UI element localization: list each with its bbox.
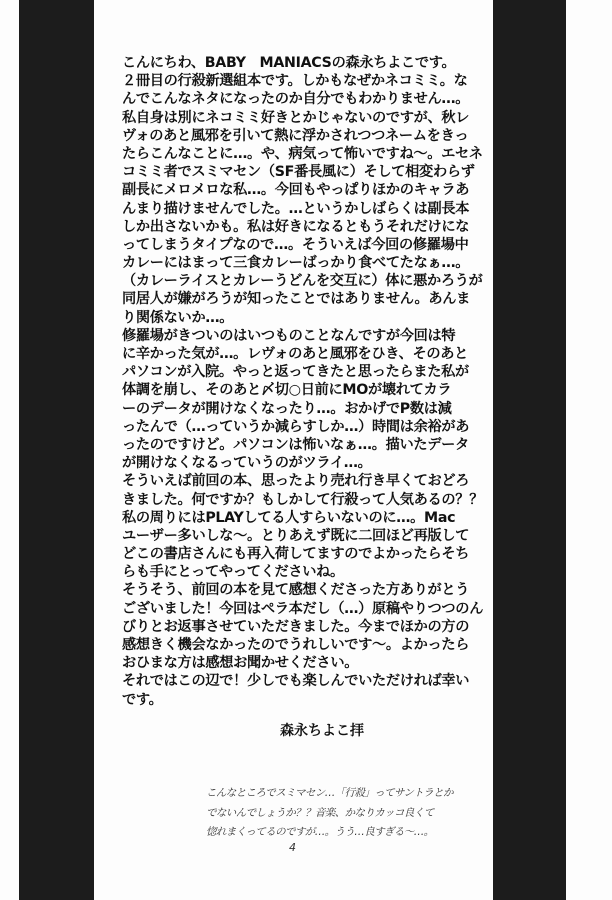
text-line: 修羅場がきついのはいつものことなんですが今回は特 [122, 327, 456, 344]
text-line: （カレーライスとカレーうどんを交互に）体に悪かろうが [122, 273, 483, 290]
text-line: です。 [122, 691, 163, 708]
text-line: それではこの辺で！少しでも楽しんでいただければ幸い [122, 673, 470, 690]
text-line: どこの書店さんにも再入荷してますのでよかったらそち [122, 546, 470, 563]
page-number: 4 [289, 841, 296, 854]
text-line: ーのデータが開けなくなったり…。おかげでP数は減 [122, 400, 452, 417]
left-black-border [19, 0, 94, 900]
text-line: パソコンが入院。やっと返ってきたと思ったらまた私が [122, 364, 469, 381]
text-line: たらこんなことに…。や、病気って怖いですね～。エセネ [122, 145, 483, 162]
text-line: しか出さないかも。私は好きになるともうそれだけにな [122, 218, 470, 235]
signature: 森永ちよこ拝 [280, 723, 364, 739]
text-line: そういえば前回の本、思ったより売れ行き早くておどろ [122, 473, 470, 490]
text-line: んまり描けませんでした。…というかしばらくは副長本 [122, 200, 470, 217]
text-line: 惚れまくってるのですが…。うう…良すぎる～…。 [206, 826, 434, 838]
text-line: ヴォのあと風邪を引いて熱に浮かされつつネームをきっ [122, 127, 469, 144]
text-line: ございました！今回はペラ本だし（…）原稿やりつつのん [122, 600, 484, 617]
text-line: んでこんなネタになったのか自分でもわかりません…。 [122, 91, 470, 108]
text-line: でないんでしょうか？？音楽、かなりカッコ良くて [206, 806, 434, 819]
text-line: 私の周りにはPLAYしてる人すらいないのに…。Mac [122, 509, 456, 526]
text-line: ２冊目の行殺新選組本です。しかもなぜかネコミミ。な [122, 73, 468, 90]
text-line: 私自身は別にネコミミ好きとかじゃないのですが、秋レ [122, 109, 470, 126]
text-line: カレーにはまって三食カレーばっかり食べてたなぁ…。 [122, 255, 470, 272]
text-line: そうそう、前回の本を見て感想くださった方ありがとう [122, 582, 470, 599]
text-line: ったんで（…っていうか減らすしか…）時間は余裕があ [122, 418, 470, 435]
text-line: コミミ者でスミマセン（SF番長風に）そして相変わらず [122, 164, 475, 181]
text-line: 体調を崩し、そのあと〆切○日前にMOが壊れてカラ [122, 382, 452, 399]
text-line: に辛かった気が…。レヴォのあと風邪をひき、そのあと [122, 346, 469, 362]
text-line: こんにちわ、BABY MANIACSの森永ちよこです。 [122, 55, 456, 71]
right-black-border [493, 0, 566, 900]
text-line: が開けなくなるっていうのがツライ…。 [122, 455, 372, 472]
text-line: ったのですけど。パソコンは怖いなぁ…。描いたデータ [122, 436, 469, 453]
text-line: おひまな方は感想お聞かせください。 [122, 655, 359, 672]
afterword-text [122, 54, 484, 709]
handwritten-note [206, 784, 453, 843]
text-line: 感想きく機会なかったのでうれしいです～。よかったら [122, 637, 470, 653]
text-line: り関係ないか…。 [122, 309, 234, 326]
text-line: 副長にメロメロな私…。今回もやっぱりほかのキャラあ [122, 182, 470, 199]
text-line: きました。何ですか？もしかして行殺って人気あるの？？ [122, 491, 484, 508]
text-line: らも手にとってやってくださいね。 [122, 564, 344, 581]
text-line: ユーザー多いしな～。とりあえず既に二回ほど再版して [122, 527, 470, 544]
text-line: 同居人が嫌がろうが知ったことではありません。あんま [122, 291, 471, 308]
text-line: びりとお返事させていただきました。今までほかの方の [122, 618, 470, 635]
text-line: こんなところでスミマセン…「行殺」ってサントラとか [206, 787, 453, 799]
text-line: ってしまうタイプなので…。そういえば今回の修羅場中 [122, 236, 469, 253]
